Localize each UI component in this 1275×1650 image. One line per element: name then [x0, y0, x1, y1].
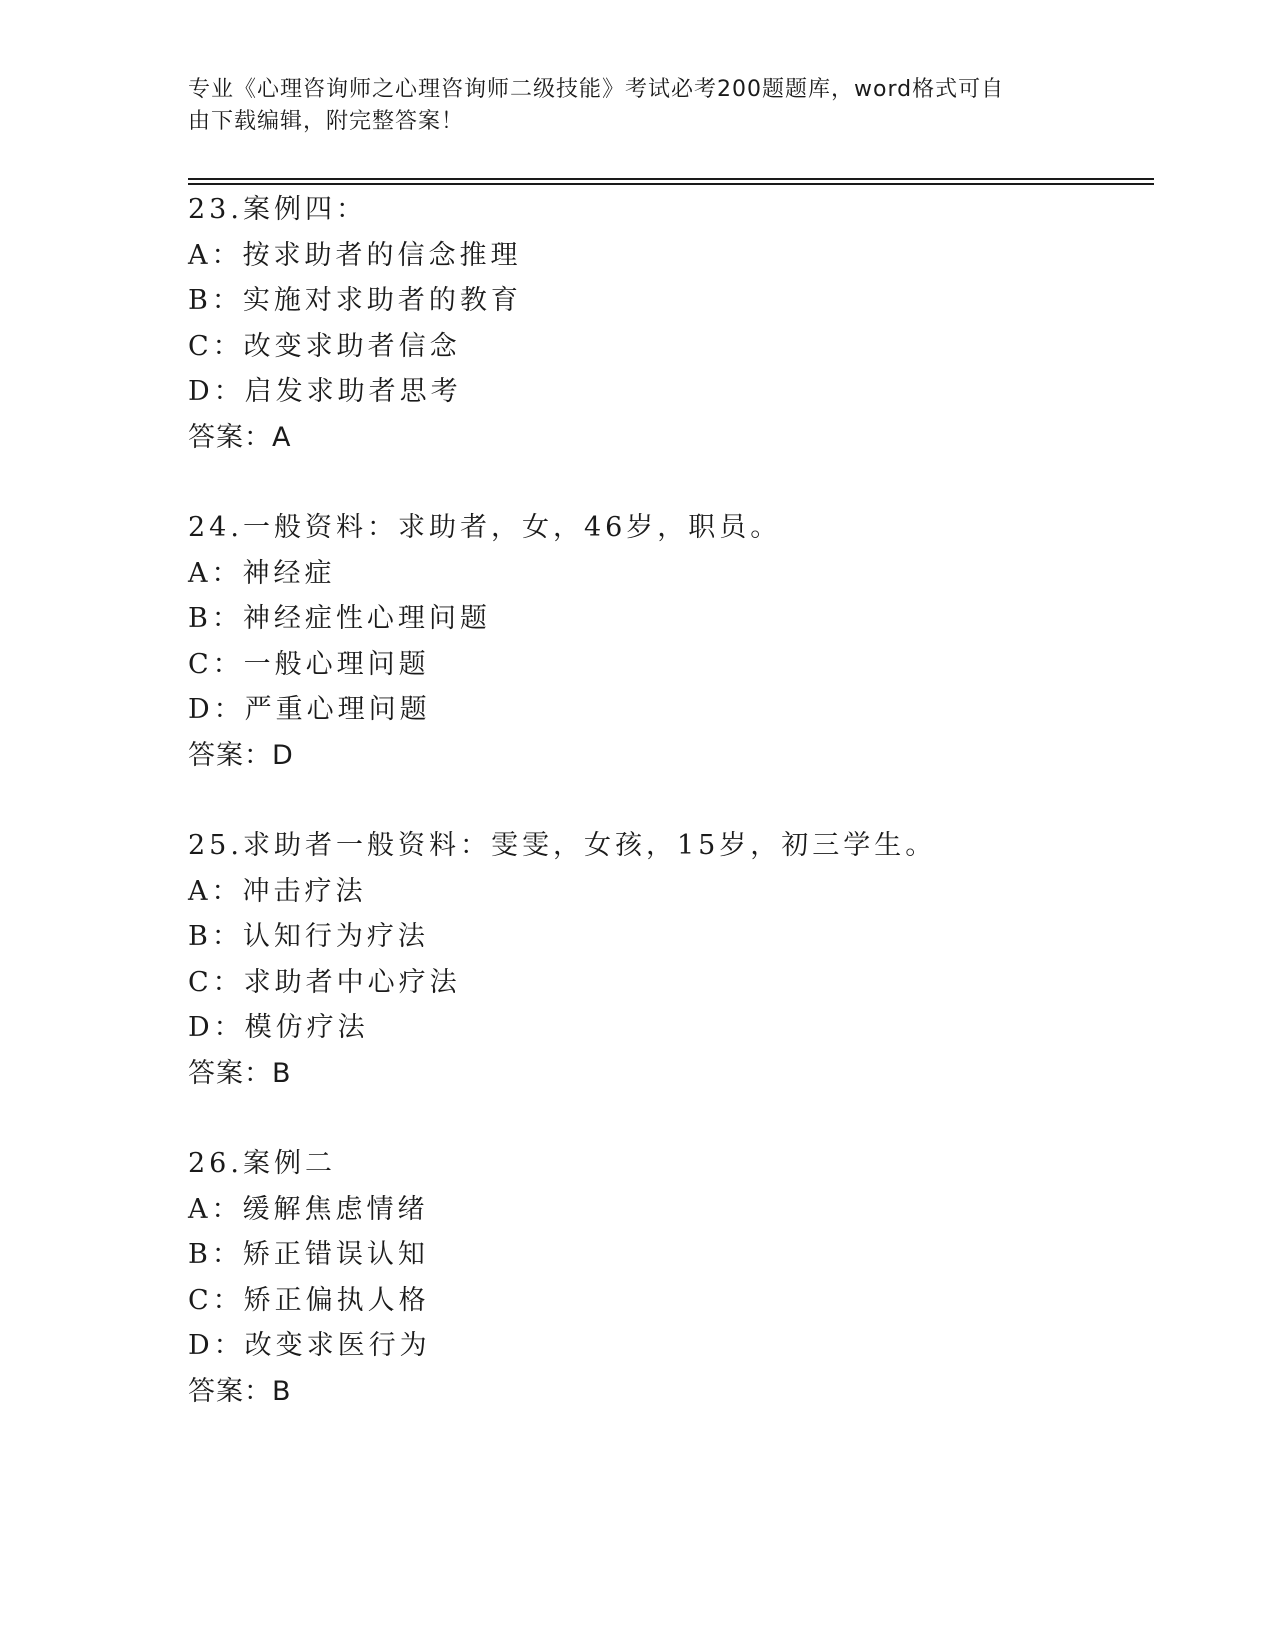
option-d: D：改变求医行为	[188, 1330, 431, 1361]
header-divider-bottom	[188, 183, 1154, 185]
question-stem: 25.求助者一般资料：雯雯，女孩，15岁，初三学生。	[188, 830, 937, 861]
answer-line: 答案：B	[188, 1375, 292, 1407]
question-stem: 23.案例四：	[188, 194, 367, 225]
option-c: C：矫正偏执人格	[188, 1284, 430, 1316]
question-stem: 26.案例二	[188, 1148, 336, 1179]
answer-line: 答案：D	[188, 739, 294, 771]
question-25	[188, 823, 1148, 1096]
option-a: A：缓解焦虑情绪	[188, 1193, 429, 1225]
option-d: D：模仿疗法	[188, 1012, 369, 1043]
option-a: A：按求助者的信念推理	[188, 239, 522, 271]
question-stem: 24.一般资料：求助者，女，46岁，职员。	[188, 512, 782, 543]
option-c: C：一般心理问题	[188, 648, 430, 680]
question-23	[188, 187, 1148, 460]
option-c: C：求助者中心疗法	[188, 966, 461, 998]
document-header	[188, 74, 1068, 138]
header-line-1: 专业《心理咨询师之心理咨询师二级技能》考试必考200题题库，word格式可自	[188, 77, 1005, 102]
option-d: D：启发求助者思考	[188, 376, 462, 407]
header-divider-top	[188, 178, 1154, 180]
header-line-2: 由下载编辑，附完整答案！	[188, 109, 465, 134]
option-c: C：改变求助者信念	[188, 330, 461, 362]
option-d: D：严重心理问题	[188, 694, 431, 725]
question-26	[188, 1141, 1148, 1414]
option-b: B：矫正错误认知	[188, 1239, 429, 1270]
option-b: B：实施对求助者的教育	[188, 285, 522, 316]
answer-line: 答案：B	[188, 1057, 292, 1089]
option-b: B：认知行为疗法	[188, 921, 429, 952]
answer-line: 答案：A	[188, 421, 292, 453]
option-b: B：神经症性心理问题	[188, 603, 491, 634]
question-24	[188, 505, 1148, 778]
option-a: A：冲击疗法	[188, 875, 367, 907]
option-a: A：神经症	[188, 557, 336, 589]
